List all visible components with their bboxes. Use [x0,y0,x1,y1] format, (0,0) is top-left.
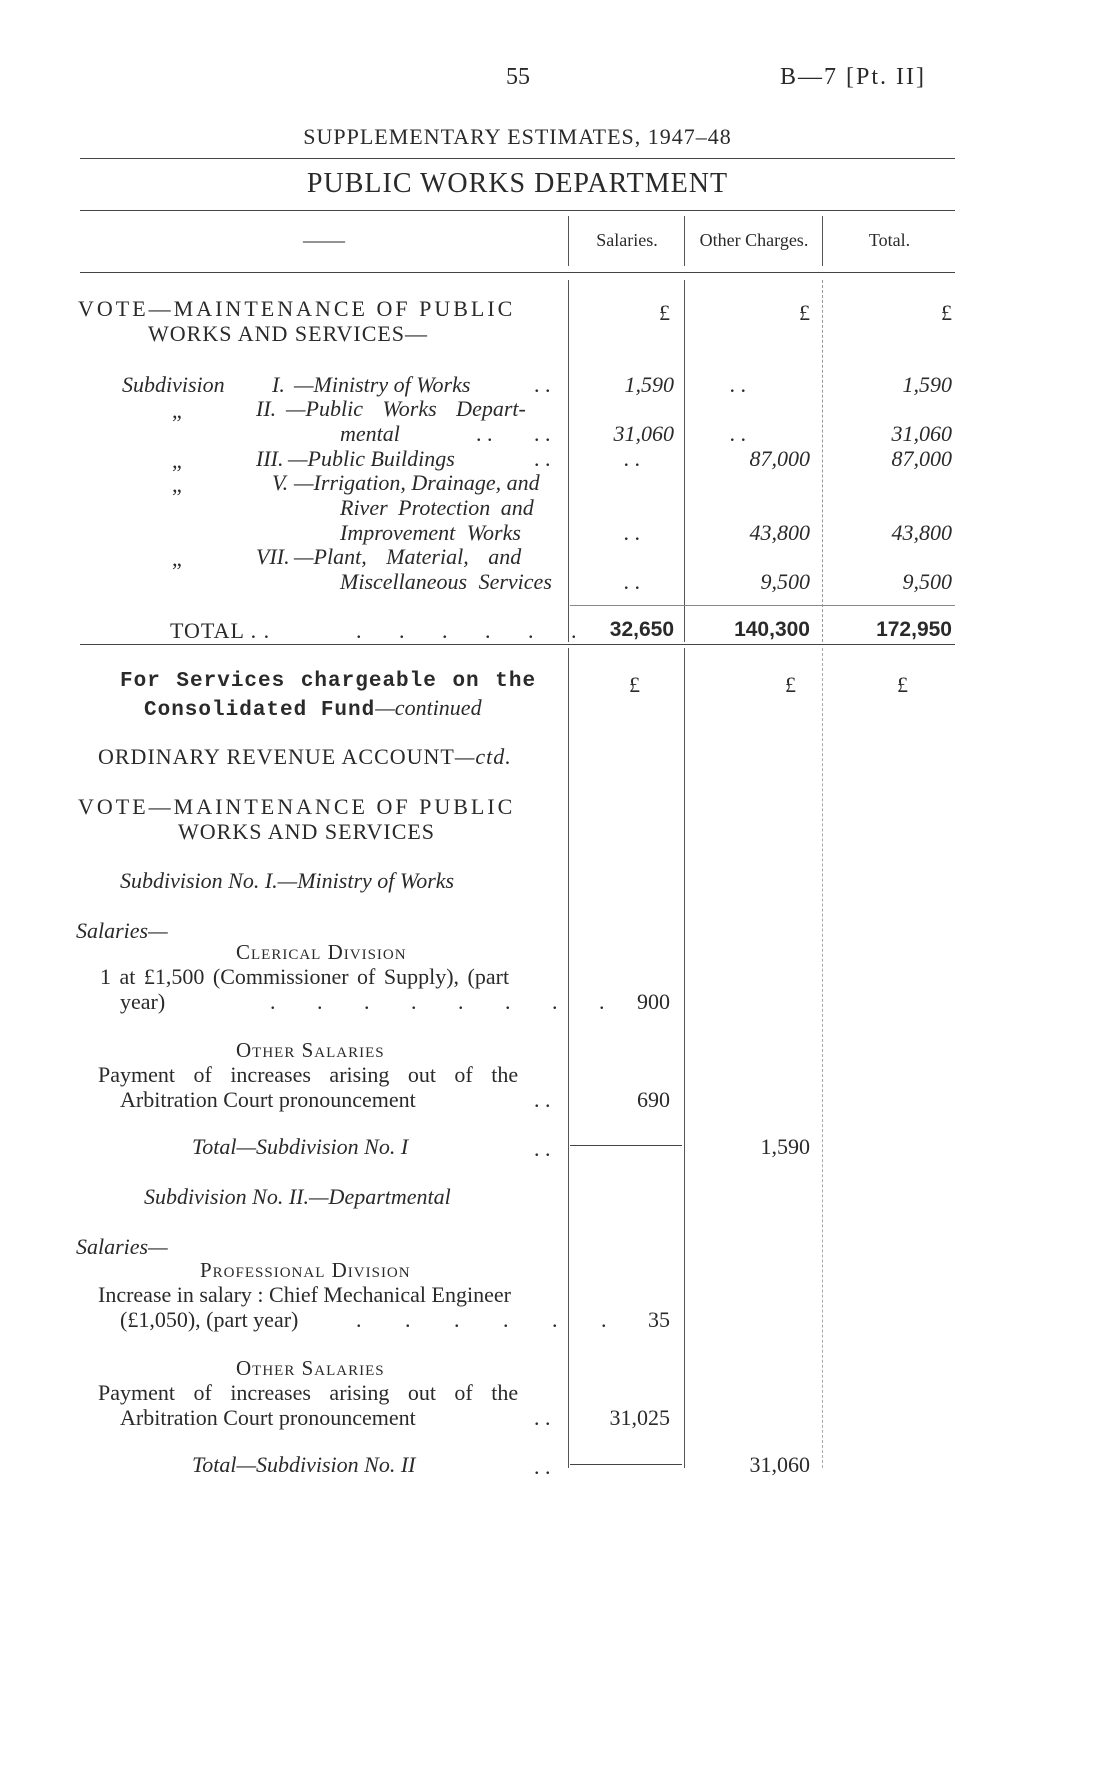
item-description: Payment of increases arising out of the [98,1380,519,1405]
column-divider [684,648,685,1468]
column-divider [684,280,685,642]
leader-dots: . . [534,1087,551,1112]
currency-other: £ [799,300,810,325]
subdivision-total-label: Total—Subdivision No. II [192,1452,416,1477]
row-other: . . [729,421,746,446]
summary-vote-title: VOTE—MAINTENANCE OF PUBLIC [78,296,516,321]
currency-salaries: £ [629,672,640,697]
summary-vote-title-cont: WORKS AND SERVICES— [148,321,429,346]
ditto-mark: „ [172,448,182,473]
item-description: 1 at £1,500 (Commissioner of Supply), (part [100,964,510,989]
item-description-cont: Arbitration Court pronouncement [120,1405,416,1430]
rule [570,605,955,606]
column-divider [568,648,569,1468]
item-amount: 690 [637,1087,670,1112]
ctd-note: —ctd. [454,744,512,769]
other-salaries-heading: Other Salaries [236,1038,385,1062]
row-salaries: 1,590 [624,372,674,397]
row-total: 31,060 [891,421,952,446]
leader-dots: . . [476,421,493,446]
leader-dots: . . . . . . [356,618,577,643]
detail-vote-title-cont: WORKS AND SERVICES [178,819,436,844]
leader-dots: . . [534,421,551,446]
row-salaries: 31,060 [613,421,674,446]
item-description-cont: year) [120,989,166,1014]
row-number: II. [256,396,277,421]
subdivision-total-amount: 1,590 [760,1134,810,1159]
column-divider [568,216,569,266]
running-title: SUPPLEMENTARY ESTIMATES, 1947–48 [303,124,732,149]
row-description-cont: Miscellaneous Services [340,569,552,594]
rule [80,158,955,159]
ordinary-revenue-account: ORDINARY REVENUE ACCOUNT [98,744,455,769]
subtotal-rule [570,1145,682,1146]
document-reference: B—7 [Pt. II] [780,64,926,90]
leader-dots: . . . . . . . . [270,989,605,1014]
row-description: —Public Works Depart- [286,396,526,421]
subtotal-rule [570,1464,682,1465]
rule [80,272,955,273]
total-total: 172,950 [876,618,952,641]
item-amount: 35 [648,1307,670,1332]
rule [80,210,955,211]
professional-division-heading: Professional Division [200,1258,411,1282]
row-total: 87,000 [891,446,952,471]
column-divider [684,216,685,266]
column-divider [568,280,569,642]
total-label: TOTAL . . [170,618,271,643]
row-total: 1,590 [902,372,952,397]
services-heading-cont [144,695,482,722]
ditto-mark: „ [172,472,182,497]
row-number: VII. [256,544,290,569]
row-description-cont: River Protection and [340,495,534,520]
detail-vote-title: VOTE—MAINTENANCE OF PUBLIC [78,794,516,819]
row-description-cont: Improvement Works [340,520,521,545]
leader-dots: . . [534,446,551,471]
column-divider [822,216,823,266]
clerical-division-heading: Clerical Division [236,940,407,964]
continued-note: —continued [375,695,482,720]
row-other: 9,500 [760,569,810,594]
leader-dots: . . [534,1454,551,1479]
leader-dots: . . [534,1136,551,1161]
col-header-other-charges: Other Charges. [699,230,809,250]
subdivision-total-label: Total—Subdivision No. I [192,1134,409,1159]
row-salaries: . . [623,569,640,594]
ditto-mark: „ [172,546,182,571]
currency-salaries: £ [659,300,670,325]
consolidated-fund: Consolidated Fund [144,699,376,722]
row-description: —Irrigation, Drainage, and [294,470,540,495]
subdivision-heading: Subdivision No. I.—Ministry of Works [120,868,455,893]
item-amount: 31,025 [609,1405,670,1430]
row-number: V. [272,470,289,495]
column-divider [822,648,823,1468]
leader-dots: . . [534,1405,551,1430]
row-description-cont: mental [340,421,400,446]
ordinary-revenue-heading [98,744,512,770]
row-description: —Ministry of Works [294,372,471,397]
row-other: 87,000 [749,446,810,471]
item-amount: 900 [637,989,670,1014]
services-heading: For Services chargeable on the [120,670,537,693]
row-number: I. [272,372,285,397]
currency-other: £ [785,672,796,697]
row-description: —Public Buildings [288,446,455,471]
total-salaries: 32,650 [609,618,674,641]
item-description: Payment of increases arising out of the [98,1062,519,1087]
subdivision-total-amount: 31,060 [749,1452,810,1477]
subdivision-label: Subdivision [122,372,225,397]
item-description-cont: Arbitration Court pronouncement [120,1087,416,1112]
column-divider [822,280,823,642]
rule [80,644,955,645]
currency-total: £ [897,672,908,697]
item-description-cont: (£1,050), (part year) [120,1307,299,1332]
row-description: —Plant, Material, and [294,544,522,569]
currency-total: £ [941,300,952,325]
row-salaries: . . [623,520,640,545]
other-salaries-heading: Other Salaries [236,1356,385,1380]
leader-dots: . . . . . . [356,1307,607,1332]
row-total: 9,500 [902,569,952,594]
subdivision-heading: Subdivision No. II.—Departmental [144,1184,451,1209]
ditto-mark: „ [172,398,182,423]
row-other: 43,800 [749,520,810,545]
page-number: 55 [506,64,530,90]
col-header-total: Total. [868,230,911,250]
department-title: PUBLIC WORKS DEPARTMENT [306,168,729,199]
salaries-label: Salaries— [76,1234,168,1259]
row-total: 43,800 [891,520,952,545]
row-other: . . [729,372,746,397]
leader-dots: . . [534,372,551,397]
total-other-charges: 140,300 [734,618,810,641]
col-header-description: —— [303,228,345,252]
item-description: Increase in salary : Chief Mechanical Engineer [98,1282,511,1307]
salaries-label: Salaries— [76,918,168,943]
row-number: III. [256,446,284,471]
row-salaries: . . [623,446,640,471]
col-header-salaries: Salaries. [596,230,658,250]
